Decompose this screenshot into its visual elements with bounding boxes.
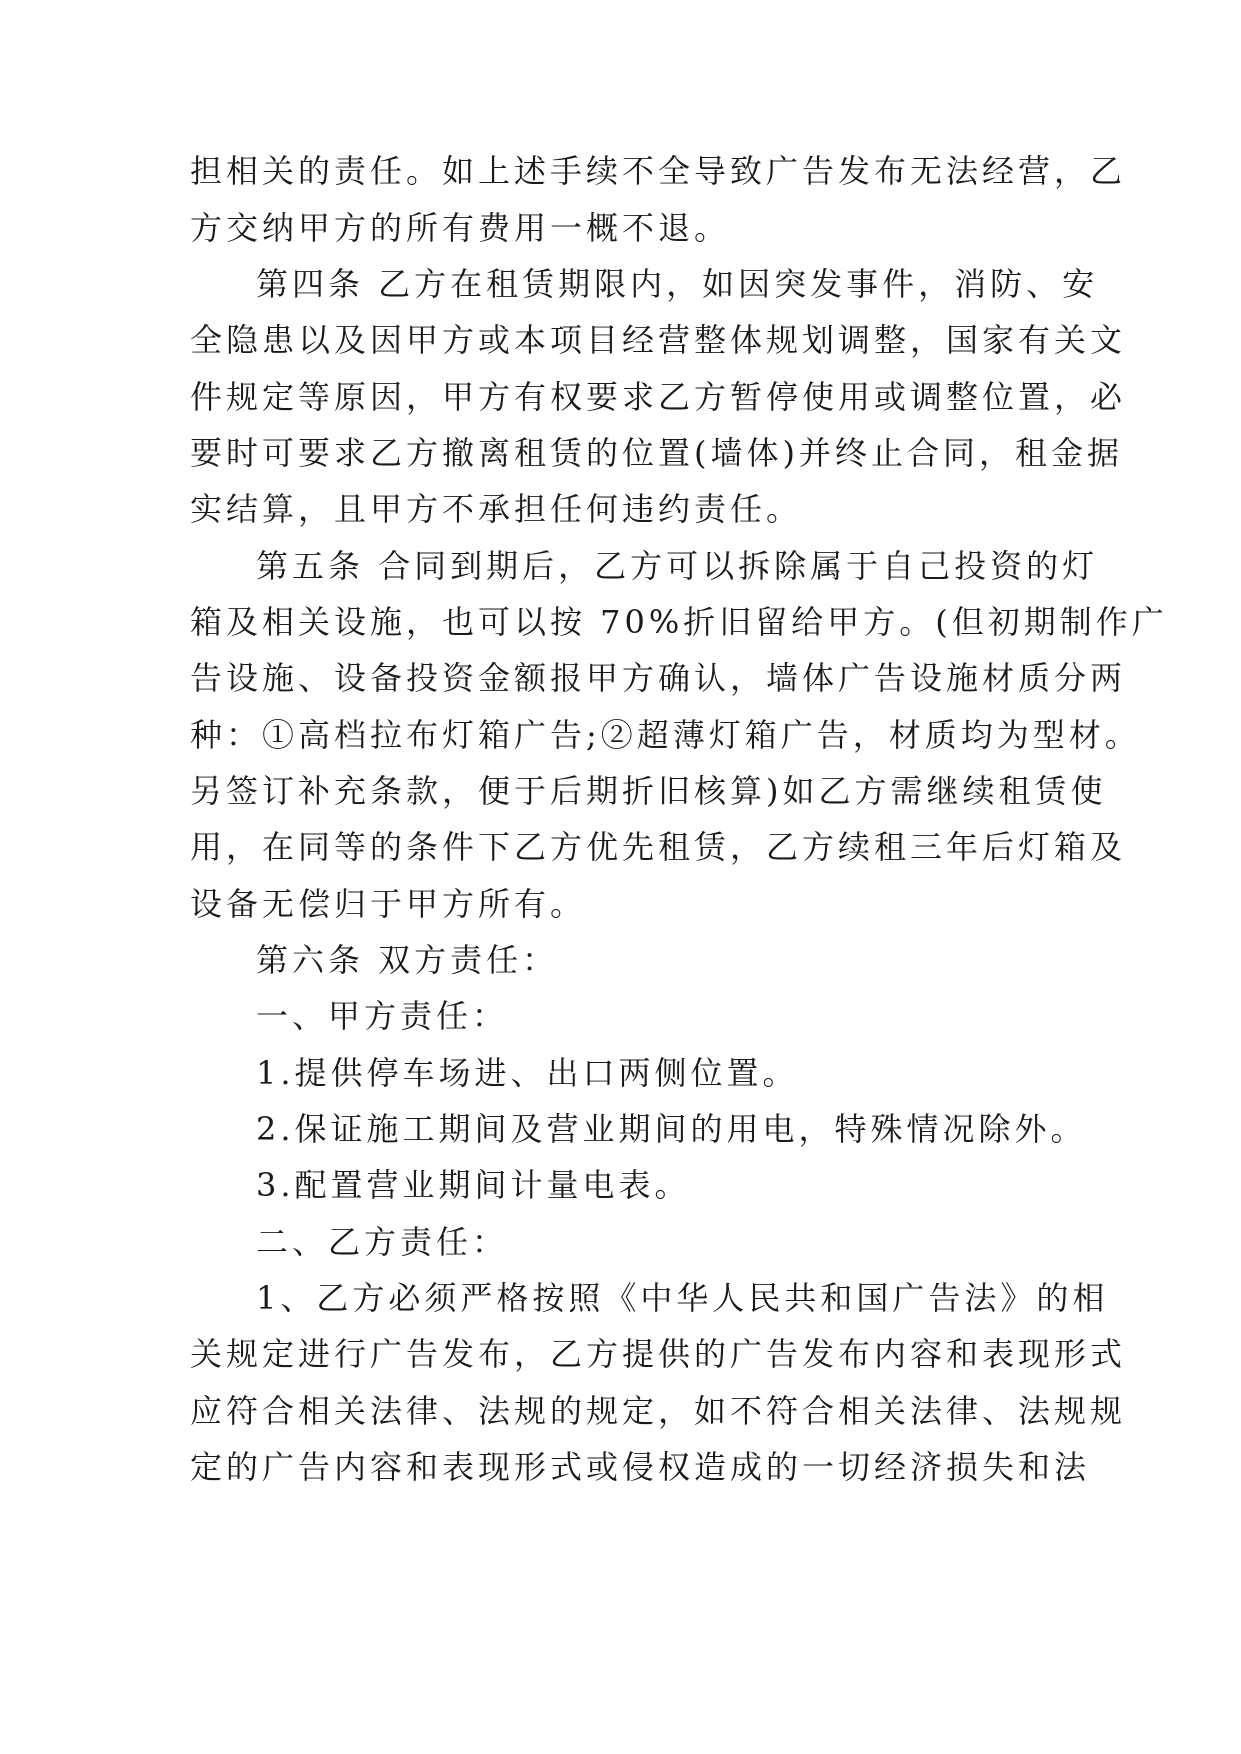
text-line: 种：①高档拉布灯箱广告;②超薄灯箱广告，材质均为型材。 [190, 716, 1141, 754]
text-line: 设备无偿归于甲方所有。 [190, 885, 587, 923]
text-line: 担相关的责任。如上述手续不全导致广告发布无法经营，乙 [190, 152, 1127, 190]
party-a-heading: 一、甲方责任： [256, 997, 509, 1035]
text-line: 要时可要求乙方撤离租赁的位置(墙体)并终止合同，租金据 [190, 434, 1123, 472]
article-4-heading-line: 第四条 乙方在租赁期限内，如因突发事件，消防、安 [256, 265, 1099, 303]
text-line: 件规定等原因，甲方有权要求乙方暂停使用或调整位置，必 [190, 378, 1127, 416]
party-b-item-1: 1、乙方必须严格按照《中华人民共和国广告法》的相 [256, 1279, 1109, 1317]
party-a-item-1: 1.提供停车场进、出口两侧位置。 [256, 1054, 799, 1092]
text-line: 实结算，且甲方不承担任何违约责任。 [190, 490, 803, 528]
article-5-heading-line: 第五条 合同到期后，乙方可以拆除属于自己投资的灯 [256, 547, 1099, 585]
text-line: 关规定进行广告发布，乙方提供的广告发布内容和表现形式 [190, 1335, 1127, 1373]
text-line: 定的广告内容和表现形式或侵权造成的一切经济损失和法 [190, 1448, 1091, 1486]
party-b-heading: 二、乙方责任： [256, 1223, 509, 1261]
text-line: 方交纳甲方的所有费用一概不退。 [190, 209, 731, 247]
text-line: 箱及相关设施，也可以按 70%折旧留给甲方。(但初期制作广 [190, 603, 1168, 641]
text-line: 告设施、设备投资金额报甲方确认，墙体广告设施材质分两 [190, 659, 1127, 697]
text-line: 全隐患以及因甲方或本项目经营整体规划调整，国家有关文 [190, 321, 1127, 359]
article-6-heading-line: 第六条 双方责任： [256, 941, 559, 979]
text-line: 另签订补充条款，便于后期折旧核算)如乙方需继续租赁使 [190, 772, 1107, 810]
party-a-item-2: 2.保证施工期间及营业期间的用电，特殊情况除外。 [256, 1110, 1087, 1148]
text-line: 应符合相关法律、法规的规定，如不符合相关法律、法规规 [190, 1392, 1127, 1430]
text-line: 用，在同等的条件下乙方优先租赁，乙方续租三年后灯箱及 [190, 828, 1127, 866]
party-a-item-3: 3.配置营业期间计量电表。 [256, 1166, 691, 1204]
